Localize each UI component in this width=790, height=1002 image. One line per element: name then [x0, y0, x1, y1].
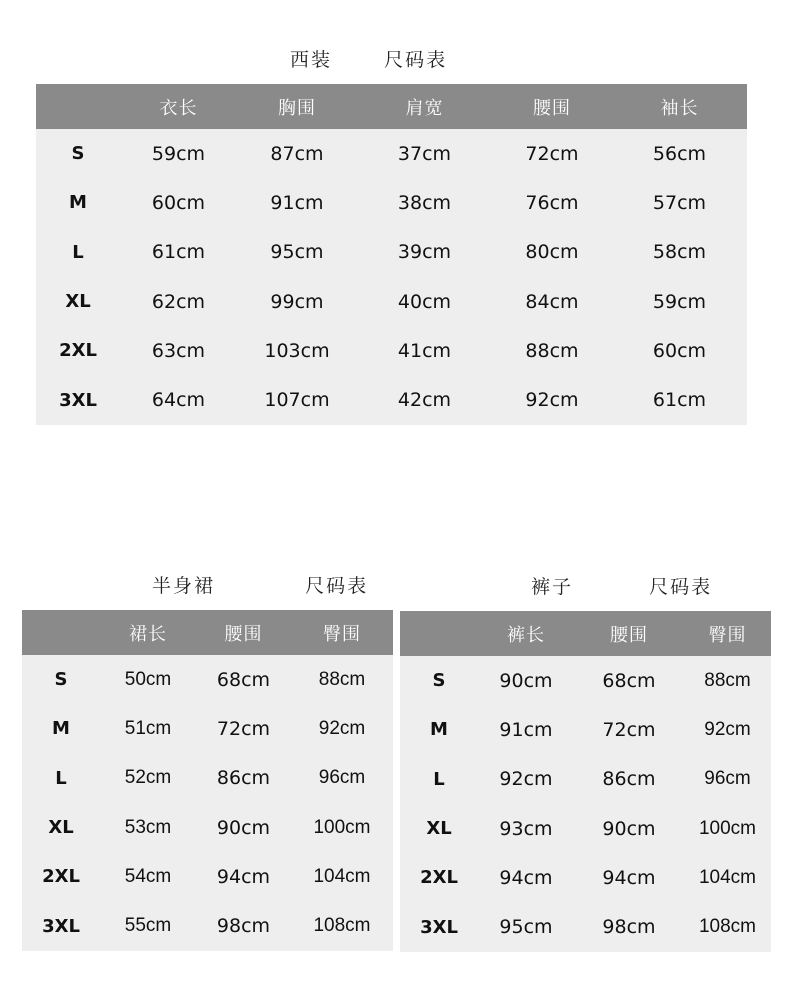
measurement-cell: 90cm [216, 816, 271, 839]
table-row [36, 129, 747, 178]
measurement-cell: 64cm [151, 389, 206, 412]
table-row [400, 656, 771, 705]
measurement-cell: 100cm [698, 817, 757, 839]
measurement-cell: 86cm [602, 768, 656, 791]
measurement-cell: 90cm [602, 817, 656, 840]
measurement-cell: 59cm [151, 142, 206, 165]
measurement-cell: 92cm [499, 768, 553, 791]
header-cell-size [400, 611, 478, 656]
measurement-cell: 95cm [270, 241, 324, 264]
size-label: M [69, 192, 87, 214]
size-label: 3XL [59, 389, 97, 411]
suit-size-table [36, 84, 747, 425]
table-row [36, 178, 747, 227]
measurement-cell: 88cm [318, 668, 366, 690]
measurement-cell: 88cm [704, 669, 751, 691]
size-label: 3XL [42, 915, 80, 937]
measurement-cell: 95cm [499, 916, 553, 939]
measurement-cell: 108cm [698, 916, 757, 938]
measurement-cell: 104cm [698, 866, 757, 888]
measurement-cell: 99cm [270, 290, 324, 313]
size-label: M [52, 718, 70, 740]
table-row [400, 804, 771, 853]
measurement-cell: 56cm [652, 142, 707, 165]
header-cell: 腰围 [574, 611, 684, 656]
table-row [22, 803, 393, 852]
measurement-cell: 54cm [124, 865, 172, 887]
measurement-cell: 92cm [704, 718, 751, 740]
measurement-cell: 80cm [525, 241, 579, 264]
table-header-row [36, 84, 747, 129]
size-label: S [432, 670, 446, 692]
measurement-cell: 93cm [499, 817, 553, 840]
measurement-cell: 104cm [313, 865, 371, 887]
size-label: XL [65, 291, 91, 313]
skirt-title [152, 571, 368, 598]
measurement-cell: 72cm [525, 142, 579, 165]
table-row [400, 853, 771, 902]
table-row [400, 902, 771, 951]
measurement-cell: 86cm [216, 767, 271, 790]
suit-title [290, 45, 447, 72]
measurement-cell: 62cm [151, 290, 206, 313]
header-cell: 袖长 [612, 84, 747, 129]
table-row [36, 326, 747, 375]
header-cell: 臀围 [684, 611, 771, 656]
table-row [22, 655, 393, 704]
measurement-cell: 98cm [602, 916, 656, 939]
measurement-cell: 39cm [397, 241, 452, 264]
measurement-cell: 96cm [318, 767, 366, 789]
skirt-title-label: 尺码表 [305, 575, 369, 597]
table-row [36, 375, 747, 424]
table-row [22, 754, 393, 803]
size-label: 2XL [59, 340, 97, 362]
measurement-cell: 94cm [499, 866, 553, 889]
measurement-cell: 57cm [652, 191, 707, 214]
measurement-cell: 96cm [704, 768, 751, 790]
header-cell-size [36, 84, 120, 129]
table-row [36, 228, 747, 277]
measurement-cell: 94cm [602, 866, 656, 889]
measurement-cell: 41cm [397, 339, 452, 362]
suit-title-label: 尺码表 [384, 49, 448, 71]
skirt-title-name: 半身裙 [152, 575, 216, 597]
measurement-cell: 84cm [525, 290, 579, 313]
measurement-cell: 92cm [525, 389, 579, 412]
measurement-cell: 61cm [151, 241, 206, 264]
suit-title-name: 西装 [290, 49, 333, 71]
measurement-cell: 37cm [397, 142, 452, 165]
size-label: XL [48, 817, 74, 839]
measurement-cell: 63cm [151, 339, 206, 362]
measurement-cell: 100cm [313, 816, 371, 838]
table-row [400, 755, 771, 804]
pants-title [531, 572, 712, 599]
measurement-cell: 103cm [264, 339, 330, 362]
table-row [22, 704, 393, 753]
measurement-cell: 55cm [124, 915, 172, 937]
table-row [36, 277, 747, 326]
measurement-cell: 50cm [124, 668, 172, 690]
measurement-cell: 53cm [124, 816, 172, 838]
measurement-cell: 90cm [499, 669, 553, 692]
header-cell: 腰围 [492, 84, 612, 129]
measurement-cell: 88cm [525, 339, 579, 362]
measurement-cell: 91cm [270, 191, 324, 214]
table-row [22, 901, 393, 950]
measurement-cell: 40cm [397, 290, 452, 313]
size-label: L [72, 241, 84, 263]
measurement-cell: 52cm [124, 767, 172, 789]
pants-title-label: 尺码表 [649, 576, 713, 598]
measurement-cell: 61cm [652, 389, 707, 412]
measurement-cell: 68cm [602, 669, 656, 692]
size-label: M [430, 719, 448, 741]
measurement-cell: 76cm [525, 191, 579, 214]
pants-title-name: 裤子 [531, 576, 574, 598]
measurement-cell: 72cm [216, 717, 271, 740]
header-cell: 裤长 [478, 611, 574, 656]
skirt-size-table [22, 610, 393, 951]
measurement-cell: 94cm [216, 865, 271, 888]
header-cell: 裙长 [100, 610, 196, 655]
measurement-cell: 92cm [318, 717, 366, 739]
measurement-cell: 107cm [264, 389, 330, 412]
header-cell: 衣长 [120, 84, 237, 129]
measurement-cell: 51cm [124, 717, 172, 739]
size-label: S [54, 669, 68, 691]
size-label: XL [426, 818, 452, 840]
measurement-cell: 68cm [216, 668, 271, 691]
measurement-cell: 42cm [397, 389, 452, 412]
table-header-row [22, 610, 393, 655]
header-cell: 腰围 [196, 610, 291, 655]
measurement-cell: 98cm [216, 915, 271, 938]
size-label: L [55, 767, 67, 789]
size-label: 2XL [42, 866, 80, 888]
size-label: 2XL [420, 867, 458, 889]
measurement-cell: 87cm [270, 142, 324, 165]
size-label: 3XL [420, 916, 458, 938]
measurement-cell: 60cm [151, 191, 206, 214]
table-row [22, 852, 393, 901]
header-cell-size [22, 610, 100, 655]
header-cell: 胸围 [237, 84, 357, 129]
pants-size-table [400, 611, 771, 952]
header-cell: 肩宽 [357, 84, 492, 129]
size-label: S [71, 143, 85, 165]
table-header-row [400, 611, 771, 656]
measurement-cell: 58cm [652, 241, 707, 264]
measurement-cell: 91cm [499, 718, 553, 741]
measurement-cell: 38cm [397, 191, 452, 214]
header-cell: 臀围 [291, 610, 393, 655]
table-row [400, 705, 771, 754]
measurement-cell: 59cm [652, 290, 707, 313]
size-label: L [433, 768, 445, 790]
measurement-cell: 72cm [602, 718, 656, 741]
measurement-cell: 108cm [313, 915, 371, 937]
measurement-cell: 60cm [652, 339, 707, 362]
